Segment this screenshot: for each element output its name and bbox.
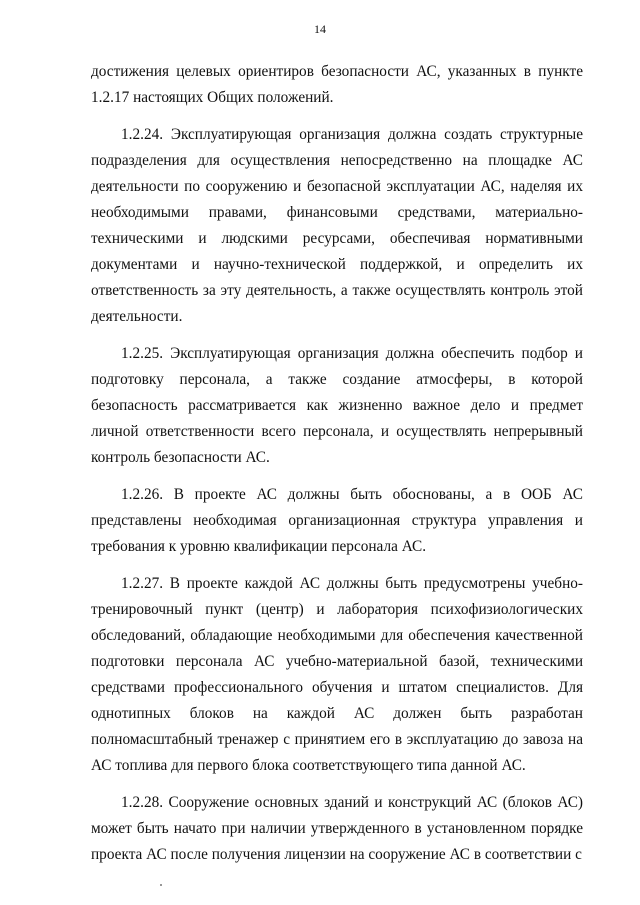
paragraph-1-2-27: 1.2.27. В проекте каждой АС должны быть предусмотрены учебно-тренировочный пункт (центр) и лаборатория психофизиологических обследований, обладающие необходимыми для обеспечения качественной подготовки персонала АС учебно-материальной базой, техническими средствами профессионального обучения и штатом специалистов. Для однотипных блоков на каждой АС должен быть разработан полномасштабный тренажер с принятием его в эксплуатацию до завоза на АС топлива для первого блока соответствующего типа данной АС. [91,575,583,774]
paragraph-1-2-26: 1.2.26. В проекте АС должны быть обоснованы, а в ООБ АС представлены необходимая организационная структура управления и требования к уровню квалификации персонала АС. [91,486,583,555]
document-body [91,59,583,868]
scan-speck [160,884,162,886]
paragraph-1-2-24: 1.2.24. Эксплуатирующая организация должна создать структурные подразделения для осуществления непосредственно на площадке АС деятельности по сооружению и безопасной эксплуатации АС, наделяя их необходимыми правами, финансовыми средствами, материально-техническими и людскими ресурсами, обеспечивая нормативными документами и научно-технической поддержкой, и определить их ответственность за эту деятельность, а также осуществлять контроль этой деятельности. [91,126,583,325]
paragraph-continuation: достижения целевых ориентиров безопасности АС, указанных в пункте 1.2.17 настоящих Общих положений. [91,63,583,106]
paragraph-1-2-25: 1.2.25. Эксплуатирующая организация должна обеспечить подбор и подготовку персонала, а также создание атмосферы, в которой безопасность рассматривается как жизненно важное дело и предмет личной ответственности всего персонала, и осуществлять непрерывный контроль безопасности АС. [91,345,583,466]
paragraph-1-2-28: 1.2.28. Сооружение основных зданий и конструкций АС (блоков АС) может быть начато при наличии утвержденного в установленном порядке проекта АС после получения лицензии на сооружение АС в соответствии с [91,794,583,863]
page-number: 14 [314,22,326,36]
